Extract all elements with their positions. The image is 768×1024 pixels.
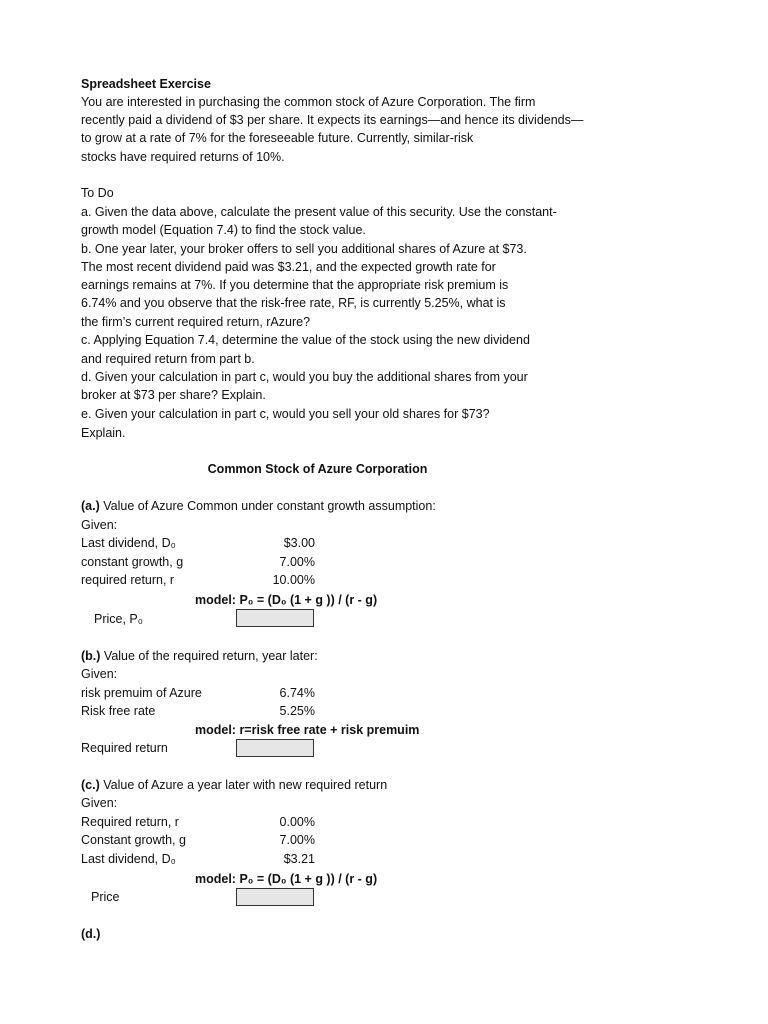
row-label: Constant growth, g — [81, 833, 186, 847]
model-formula: model: P₀ = (D₀ (1 + g )) / (r - g) — [195, 872, 378, 886]
row-value: $3.00 — [283, 536, 315, 550]
row-value: 0.00% — [279, 815, 315, 829]
todo-line: earnings remains at 7%. If you determine that the appropriate risk premium is — [81, 278, 509, 292]
price-result-cell[interactable] — [236, 609, 314, 627]
exercise-title: Spreadsheet Exercise — [81, 77, 211, 91]
part-b-tag: (b.) — [81, 649, 101, 663]
given-label: Given: — [81, 518, 118, 532]
part-a-heading-text: Value of Azure Common under constant growth assumption: — [99, 499, 436, 513]
intro-line: You are interested in purchasing the common stock of Azure Corporation. The firm — [81, 95, 536, 109]
required-return-result-cell[interactable] — [236, 739, 314, 757]
result-label: Price, P₀ — [94, 612, 143, 626]
part-a-heading — [81, 497, 436, 515]
intro-line: recently paid a dividend of $3 per share. It expects its earnings—and hence its dividends— — [81, 113, 584, 127]
given-label: Given: — [81, 796, 118, 810]
result-label: Price — [91, 890, 120, 904]
row-label: Last dividend, D₀ — [81, 536, 176, 550]
todo-line: e. Given your calculation in part c, would you sell your old shares for $73? — [81, 407, 490, 421]
row-value: $3.21 — [283, 852, 315, 866]
todo-line: Explain. — [81, 426, 126, 440]
model-formula: model: P₀ = (D₀ (1 + g )) / (r - g) — [195, 593, 378, 607]
part-c-heading-text: Value of Azure a year later with new required return — [99, 778, 388, 792]
model-formula: model: r=risk free rate + risk premuim — [195, 723, 420, 737]
given-label: Given: — [81, 667, 118, 681]
part-c-heading — [81, 776, 387, 794]
row-label: Last dividend, D₀ — [81, 852, 176, 866]
todo-line: growth model (Equation 7.4) to find the stock value. — [81, 223, 366, 237]
part-c-tag: (c.) — [81, 778, 100, 792]
row-label: Risk free rate — [81, 704, 156, 718]
row-label: constant growth, g — [81, 555, 184, 569]
part-a-tag: (a.) — [81, 499, 100, 513]
row-label: required return, r — [81, 573, 175, 587]
todo-line: c. Applying Equation 7.4, determine the value of the stock using the new dividend — [81, 333, 530, 347]
todo-line: and required return from part b. — [81, 352, 255, 366]
price-year-later-result-cell[interactable] — [236, 888, 314, 906]
todo-line: b. One year later, your broker offers to sell you additional shares of Azure at $73. — [81, 242, 527, 256]
intro-line: to grow at a rate of 7% for the foreseeable future. Currently, similar-risk — [81, 131, 474, 145]
todo-line: d. Given your calculation in part c, would you buy the additional shares from your — [81, 370, 528, 384]
row-value: 10.00% — [272, 573, 315, 587]
part-d-tag: (d.) — [81, 927, 101, 941]
todo-line: The most recent dividend paid was $3.21, and the expected growth rate for — [81, 260, 496, 274]
todo-line: the firm’s current required return, rAzure? — [81, 315, 311, 329]
todo-line: broker at $73 per share? Explain. — [81, 388, 266, 402]
todo-heading: To Do — [81, 186, 114, 200]
todo-line: a. Given the data above, calculate the present value of this security. Use the constant- — [81, 205, 557, 219]
result-label: Required return — [81, 741, 168, 755]
row-label: risk premuim of Azure — [81, 686, 202, 700]
section-title: Common Stock of Azure Corporation — [207, 462, 428, 476]
part-b-heading-text: Value of the required return, year later: — [100, 649, 318, 663]
todo-line: 6.74% and you observe that the risk-free rate, RF, is currently 5.25%, what is — [81, 296, 506, 310]
part-b-heading — [81, 647, 318, 665]
row-value: 7.00% — [279, 833, 315, 847]
row-value: 5.25% — [279, 704, 315, 718]
row-value: 6.74% — [279, 686, 315, 700]
intro-line: stocks have required returns of 10%. — [81, 150, 285, 164]
row-label: Required return, r — [81, 815, 179, 829]
row-value: 7.00% — [279, 555, 315, 569]
